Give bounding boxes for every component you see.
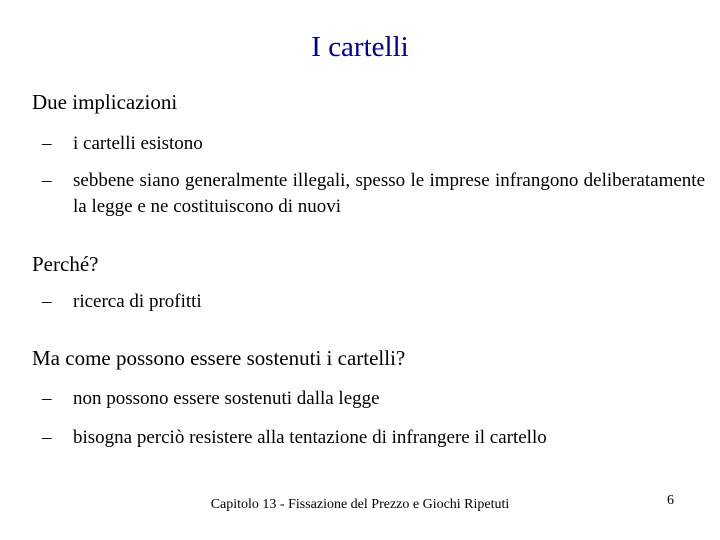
bullet-heading: Perché?	[32, 252, 99, 276]
sub-bullet: i cartelli esistono	[73, 133, 203, 154]
sub-bullet: bisogna perciò resistere alla tentazione di infrangere il cartello	[73, 427, 547, 448]
page-number: 6	[667, 493, 674, 508]
sub-bullet: sebbene siano generalmente illegali, spesso le imprese infrangono deliberatamente la legge e ne costituiscono di nuovi	[73, 170, 705, 217]
sub-bullet: non possono essere sostenuti dalla legge	[73, 388, 380, 409]
dash-marker: –	[42, 388, 52, 409]
dash-marker: –	[42, 427, 52, 448]
slide-footer: Capitolo 13 - Fissazione del Prezzo e Giochi Ripetuti	[210, 497, 510, 512]
sub-bullet: ricerca di profitti	[73, 291, 202, 312]
dash-marker: –	[42, 170, 52, 191]
dash-marker: –	[42, 133, 52, 154]
bullet-heading: Due implicazioni	[32, 90, 178, 114]
slide-title: I cartelli	[311, 31, 409, 63]
dash-marker: –	[42, 291, 52, 312]
bullet-heading: Ma come possono essere sostenuti i cartelli?	[32, 346, 406, 370]
